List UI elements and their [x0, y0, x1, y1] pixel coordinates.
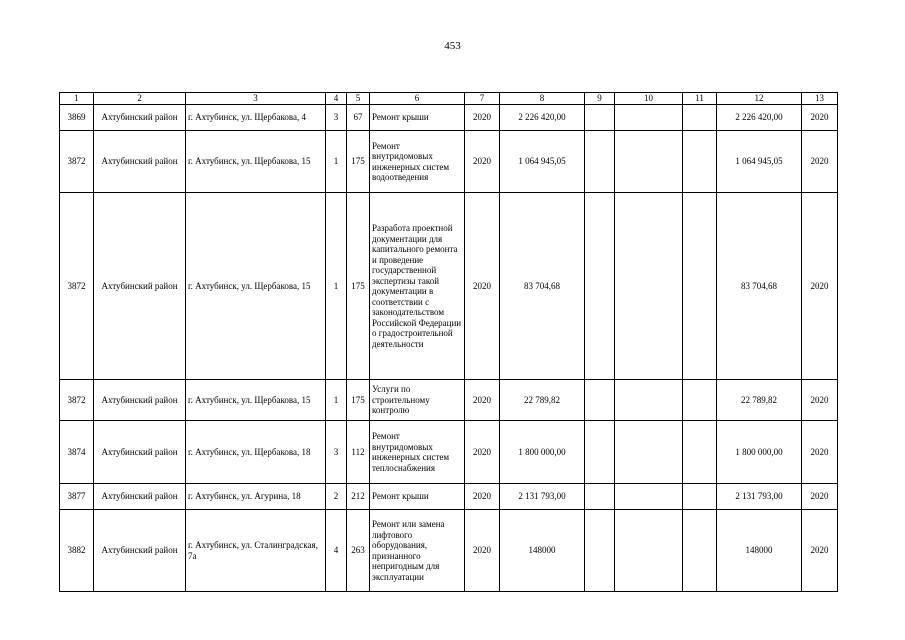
cell-col4: 4	[326, 510, 347, 592]
column-header: 5	[347, 93, 370, 105]
cell-col10	[615, 421, 683, 484]
cell-amount-total: 2 131 793,00	[717, 484, 802, 510]
cell-col4: 1	[326, 193, 347, 380]
column-header: 4	[326, 93, 347, 105]
cell-col4: 1	[326, 131, 347, 193]
cell-amount-total: 148000	[717, 510, 802, 592]
cell-address: г. Ахтубинск, ул. Щербакова, 15	[186, 131, 326, 193]
cell-col5: 263	[347, 510, 370, 592]
table-row	[60, 193, 838, 380]
cell-col10	[615, 380, 683, 421]
column-number-row	[60, 93, 838, 105]
cell-id: 3869	[60, 105, 94, 131]
column-header: 9	[585, 93, 615, 105]
column-header: 12	[717, 93, 802, 105]
cell-year: 2020	[465, 131, 500, 193]
cell-col10	[615, 131, 683, 193]
cell-amount: 1 064 945,05	[500, 131, 585, 193]
cell-col9	[585, 131, 615, 193]
cell-amount: 148000	[500, 510, 585, 592]
table-row	[60, 131, 838, 193]
cell-work-type: Ремонт или замена лифтового оборудования, признанного непригодным для эксплуатации	[370, 510, 465, 592]
table-row	[60, 421, 838, 484]
cell-district: Ахтубинский район	[94, 193, 186, 380]
cell-id: 3872	[60, 193, 94, 380]
cell-col11	[683, 105, 717, 131]
cell-address: г. Ахтубинск, ул. Щербакова, 15	[186, 380, 326, 421]
cell-id: 3877	[60, 484, 94, 510]
cell-work-type: Разработа проектной документации для капитального ремонта и проведение государственной экспертизы такой документации в соответствии с законодательством Российской Федерации о градостроительной деятельности	[370, 193, 465, 380]
cell-col5: 112	[347, 421, 370, 484]
cell-col9	[585, 380, 615, 421]
cell-year-end: 2020	[802, 193, 838, 380]
column-header: 11	[683, 93, 717, 105]
cell-year-end: 2020	[802, 380, 838, 421]
cell-col9	[585, 484, 615, 510]
cell-col11	[683, 421, 717, 484]
cell-col5: 67	[347, 105, 370, 131]
cell-col11	[683, 380, 717, 421]
cell-col4: 3	[326, 421, 347, 484]
cell-amount: 2 226 420,00	[500, 105, 585, 131]
cell-col9	[585, 105, 615, 131]
cell-work-type: Ремонт крыши	[370, 484, 465, 510]
cell-year-end: 2020	[802, 131, 838, 193]
cell-col4: 3	[326, 105, 347, 131]
capital-repair-table	[59, 92, 838, 592]
column-header: 3	[186, 93, 326, 105]
cell-year: 2020	[465, 105, 500, 131]
cell-id: 3872	[60, 380, 94, 421]
cell-col10	[615, 105, 683, 131]
table-row	[60, 105, 838, 131]
page-number: 453	[444, 40, 461, 52]
table-row	[60, 484, 838, 510]
cell-work-type: Услуги по строительному контролю	[370, 380, 465, 421]
cell-district: Ахтубинский район	[94, 484, 186, 510]
column-header: 6	[370, 93, 465, 105]
cell-col9	[585, 510, 615, 592]
cell-col5: 175	[347, 193, 370, 380]
cell-col5: 175	[347, 131, 370, 193]
cell-amount: 1 800 000,00	[500, 421, 585, 484]
cell-work-type: Ремонт крыши	[370, 105, 465, 131]
cell-district: Ахтубинский район	[94, 131, 186, 193]
column-header: 1	[60, 93, 94, 105]
cell-col10	[615, 484, 683, 510]
cell-year: 2020	[465, 193, 500, 380]
cell-year: 2020	[465, 421, 500, 484]
table-row	[60, 380, 838, 421]
cell-district: Ахтубинский район	[94, 105, 186, 131]
column-header: 8	[500, 93, 585, 105]
cell-year-end: 2020	[802, 484, 838, 510]
cell-district: Ахтубинский район	[94, 380, 186, 421]
cell-col4: 2	[326, 484, 347, 510]
cell-address: г. Ахтубинск, ул. Сталинградская, 7а	[186, 510, 326, 592]
cell-address: г. Ахтубинск, ул. Щербакова, 4	[186, 105, 326, 131]
cell-amount-total: 83 704,68	[717, 193, 802, 380]
cell-amount: 2 131 793,00	[500, 484, 585, 510]
cell-amount: 83 704,68	[500, 193, 585, 380]
cell-amount-total: 1 800 000,00	[717, 421, 802, 484]
cell-amount-total: 2 226 420,00	[717, 105, 802, 131]
cell-year-end: 2020	[802, 105, 838, 131]
cell-col11	[683, 131, 717, 193]
cell-id: 3882	[60, 510, 94, 592]
cell-col10	[615, 510, 683, 592]
cell-district: Ахтубинский район	[94, 421, 186, 484]
cell-address: г. Ахтубинск, ул. Щербакова, 18	[186, 421, 326, 484]
cell-col11	[683, 193, 717, 380]
cell-amount-total: 22 789,82	[717, 380, 802, 421]
cell-id: 3872	[60, 131, 94, 193]
cell-year: 2020	[465, 484, 500, 510]
column-header: 10	[615, 93, 683, 105]
cell-year: 2020	[465, 510, 500, 592]
cell-year-end: 2020	[802, 510, 838, 592]
cell-col11	[683, 510, 717, 592]
cell-col9	[585, 193, 615, 380]
table-row	[60, 510, 838, 592]
cell-amount-total: 1 064 945,05	[717, 131, 802, 193]
cell-col11	[683, 484, 717, 510]
cell-year-end: 2020	[802, 421, 838, 484]
cell-col5: 175	[347, 380, 370, 421]
cell-col4: 1	[326, 380, 347, 421]
cell-address: г. Ахтубинск, ул. Агурина, 18	[186, 484, 326, 510]
cell-district: Ахтубинский район	[94, 510, 186, 592]
cell-address: г. Ахтубинск, ул. Щербакова, 15	[186, 193, 326, 380]
cell-work-type: Ремонт внутридомовых инженерных систем теплоснабжения	[370, 421, 465, 484]
cell-amount: 22 789,82	[500, 380, 585, 421]
cell-year: 2020	[465, 380, 500, 421]
cell-id: 3874	[60, 421, 94, 484]
column-header: 7	[465, 93, 500, 105]
column-header: 2	[94, 93, 186, 105]
cell-col10	[615, 193, 683, 380]
cell-col5: 212	[347, 484, 370, 510]
cell-work-type: Ремонт внутридомовых инженерных систем водоотведения	[370, 131, 465, 193]
cell-col9	[585, 421, 615, 484]
column-header: 13	[802, 93, 838, 105]
